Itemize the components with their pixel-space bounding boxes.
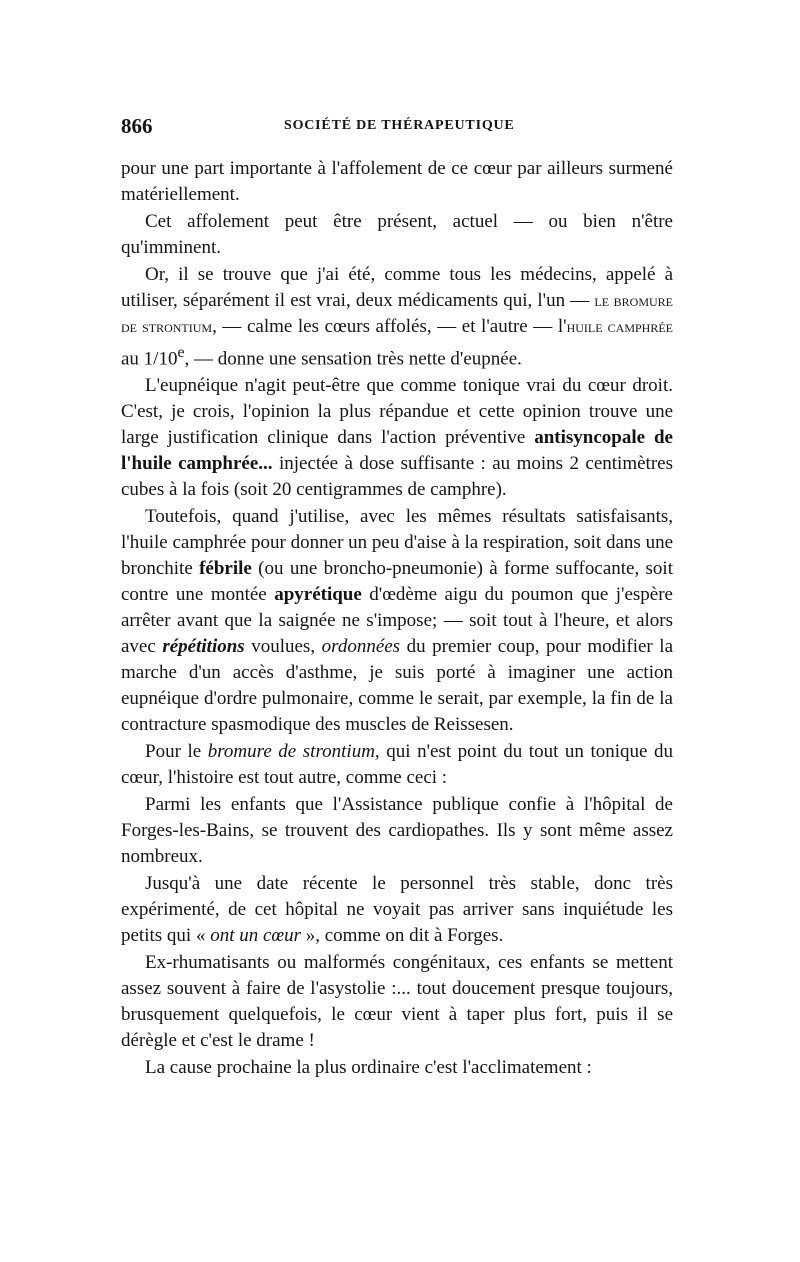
italic-ont-un-coeur: ont un cœur	[210, 925, 301, 947]
paragraph-3	[121, 262, 673, 372]
italic-repetitions: répétitions	[162, 636, 245, 658]
italic-ordonnees: ordonnées	[321, 636, 401, 658]
italic-bromure: bromure de strontium,	[207, 741, 380, 763]
paragraph-8-text-b: », comme on dit à Forges.	[300, 925, 504, 947]
paragraph-5-text-c: d'œdème aigu du poumon que j'espère arrêter avant que la saignée ne s'impose; — soit tout à l'heure, et alors avec	[121, 584, 673, 658]
paragraph-3-text-c: au 1/10	[121, 348, 178, 370]
bold-apyretique: apyrétique	[274, 584, 362, 606]
paragraph-3-text-b: , — calme les cœurs affolés, — et l'autre — l'	[212, 316, 567, 337]
paragraph-4-text-c: injectée à dose suffisante : au moins 2 centimètres cubes à la fois (soit 20 centigrammes de camphre).	[121, 453, 673, 501]
body-text	[121, 156, 673, 1081]
paragraph-8	[121, 871, 673, 949]
paragraph-3-text-d: , — donne une sensation très nette d'eupnée.	[184, 348, 522, 370]
bold-antisyncopale: antisyncopale de l'huile camphrée...	[121, 427, 673, 475]
paragraph-6	[121, 739, 673, 791]
paragraph-3-text-a: Or, il se trouve que j'ai été, comme tous les médecins, appelé à utiliser, séparément il est vrai, deux médicaments qui, l'un —	[121, 264, 673, 311]
paragraph-10: La cause prochaine la plus ordinaire c'est l'acclimatement :	[145, 1057, 592, 1079]
paragraph-2: Cet affolement peut être présent, actuel — ou bien n'être qu'imminent.	[121, 211, 673, 258]
drug-name-camphor-oil: huile camphrée	[566, 317, 673, 336]
paragraph-1: pour une part importante à l'affolement de ce cœur par ailleurs surmené matériellement.	[121, 158, 673, 205]
page-number: 866	[121, 114, 153, 138]
paragraph-5-text-d: voulues,	[244, 636, 322, 658]
running-head: SOCIÉTÉ DE THÉRAPEUTIQUE	[284, 118, 515, 133]
superscript-e: e	[177, 344, 185, 361]
page-header	[121, 114, 673, 144]
paragraph-4	[121, 373, 673, 503]
paragraph-4-text-a: L'eupnéique n'agit peut-être que comme tonique vrai du cœur droit. C'est, je crois, l'opinion la plus répandue et cette opinion trouve une large justification clinique dans l'action préventive	[121, 375, 673, 449]
drug-name-strontium: le bromure de strontium	[121, 291, 673, 336]
paragraph-8-text-a: Jusqu'à une date récente le personnel très stable, donc très expérimenté, de cet hôpital ne voyait pas arriver sans inquiétude les petits qui «	[121, 873, 673, 947]
paragraph-5-text-e: du premier coup, pour modifier la marche d'un accès d'asthme, je suis porté à imaginer une action eupnéique d'ordre pulmonaire, comme le serait, par exemple, la fin de la contracture spasmodique des muscles de Reissesen.	[121, 636, 674, 736]
paragraph-7: Parmi les enfants que l'Assistance publique confie à l'hôpital de Forges-les-Bains, se trouvent des cardiopathes. Ils y sont même assez nombreux.	[121, 794, 673, 868]
paragraph-5-text-a: Toutefois, quand j'utilise, avec les mêmes résultats satisfaisants, l'huile camphrée pour donner un peu d'aise à la respiration, soit dans une bronchite	[121, 506, 673, 580]
paragraph-6-text-b: qui n'est point du tout un tonique du cœur, l'histoire est tout autre, comme ceci :	[121, 741, 674, 789]
paragraph-9: Ex-rhumatisants ou malformés congénitaux, ces enfants se mettent assez souvent à faire de l'asystolie :... tout doucement presque toujours, brusquement quelquefois, le cœur vient à taper plus fort, puis il se dérègle et c'est le drame !	[121, 952, 673, 1052]
bold-febrile: fébrile	[199, 558, 252, 580]
paragraph-5-text-b: (ou une broncho-pneumonie) à forme suffocante, soit contre une montée	[121, 558, 673, 606]
paragraph-5	[121, 504, 673, 738]
paragraph-6-text-a: Pour le	[145, 741, 208, 763]
